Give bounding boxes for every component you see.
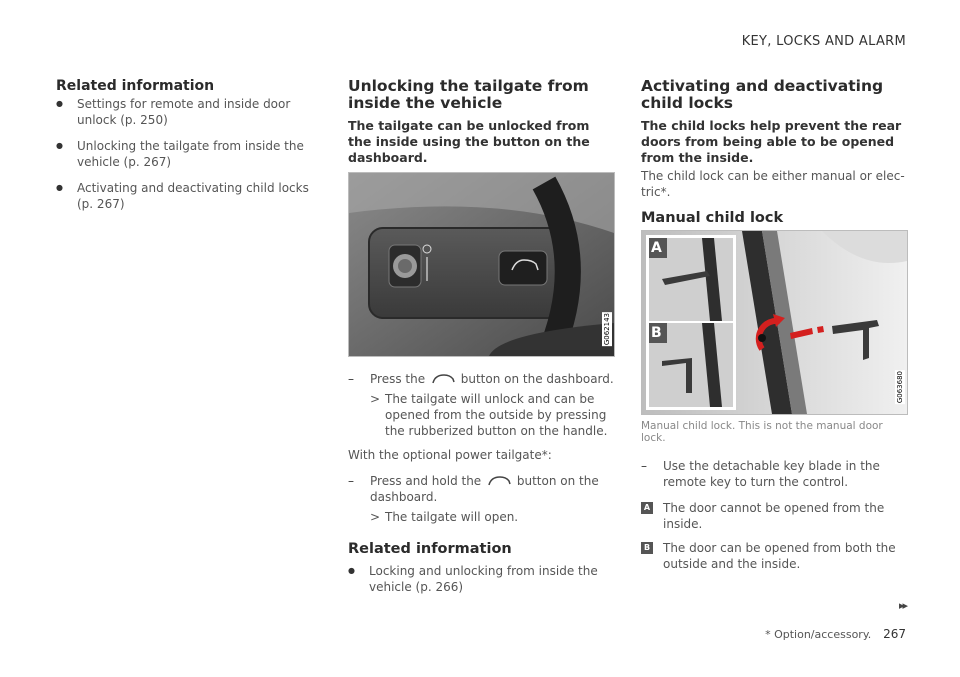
tailgate-icon <box>487 475 511 488</box>
related-link-remote-settings[interactable]: ● Settings for remote and inside door unlock (p. 250) <box>56 96 321 128</box>
column-related-info <box>56 78 321 222</box>
column-tailgate <box>348 78 616 605</box>
child-locks-para: The child lock can be either manual or elec-tric*. <box>641 169 905 199</box>
child-locks-lead: The child locks help prevent the rear doors from being able to be opened from the inside. <box>641 118 902 165</box>
label-a-badge: A <box>641 502 653 514</box>
related-links-list <box>348 563 616 595</box>
column-child-locks <box>641 78 909 580</box>
step-turn-control: – Use the detachable key blade in the remote key to turn the control. <box>641 459 880 489</box>
desc-position-b <box>641 540 909 572</box>
tailgate-lead: The tailgate can be unlocked from the inside using the button on the dashboard. <box>348 118 590 165</box>
step2-text-before: Press and hold the <box>370 474 482 488</box>
image-code: G063680 <box>896 370 904 403</box>
step-press-hold-button: – Press and hold the button on the dashboard. <box>348 474 599 504</box>
related-info-heading: Related information <box>348 541 512 557</box>
dashboard-panel-illustration <box>349 173 614 356</box>
step1-text-before: Press the <box>370 372 426 386</box>
result1-text: The tailgate will unlock and can be opened from the outside by pressing the rubberized button on the handle. <box>385 392 608 438</box>
desc-position-a <box>641 500 909 532</box>
step2-text-after: button on the dashboard. <box>370 474 599 504</box>
page-footer <box>765 627 906 641</box>
image-caption: Manual child lock. This is not the manual door lock. <box>641 420 883 444</box>
label-b-badge: B <box>641 542 653 554</box>
related-links-list <box>56 96 321 212</box>
footnote: * Option/accessory. <box>765 628 872 641</box>
child-locks-title: Activating and deactivating child locks <box>641 77 884 112</box>
manual-child-lock-heading: Manual child lock <box>641 210 784 226</box>
desc-b-text: The door can be opened from both the outside and the inside. <box>663 541 896 571</box>
related-info-heading: Related information <box>56 78 215 94</box>
child-lock-illustration <box>642 231 907 414</box>
step1-text-after: button on the dashboard. <box>460 372 614 386</box>
section-header: KEY, LOCKS AND ALARM <box>741 34 906 49</box>
result-tailgate-unlock: > The tailgate will unlock and can be opened from the outside by pressing the rubberized button on the handle. <box>370 392 608 438</box>
label-b-marker: B <box>651 325 662 341</box>
related-link-child-locks[interactable]: ● Activating and deactivating child locks (p. 267) <box>56 180 321 212</box>
result2-text: The tailgate will open. <box>385 510 519 524</box>
tailgate-title: Unlocking the tailgate from inside the vehicle <box>348 77 589 112</box>
image-code: G062143 <box>603 312 611 345</box>
related-link-lock-unlock[interactable]: ● Locking and unlocking from inside the vehicle (p. 266) <box>348 563 616 595</box>
dashboard-button-image <box>348 172 615 357</box>
next-page-icon[interactable]: ▸▸ <box>898 599 906 612</box>
result-tailgate-open: > The tailgate will open. <box>370 510 519 524</box>
related-link-unlock-tailgate[interactable]: ● Unlocking the tailgate from inside the vehicle (p. 267) <box>56 138 321 170</box>
desc-a-text: The door cannot be opened from the inside. <box>663 501 885 531</box>
manual-child-lock-image <box>641 230 908 415</box>
step-press-button: – Press the button on the dashboard. <box>348 372 614 386</box>
step-turn-control-text: Use the detachable key blade in the remote key to turn the control. <box>663 459 880 489</box>
page-number: 267 <box>883 627 906 641</box>
tailgate-icon <box>431 373 455 386</box>
optional-power-tailgate-note: With the optional power tailgate*: <box>348 448 552 462</box>
label-a-marker: A <box>651 240 662 256</box>
